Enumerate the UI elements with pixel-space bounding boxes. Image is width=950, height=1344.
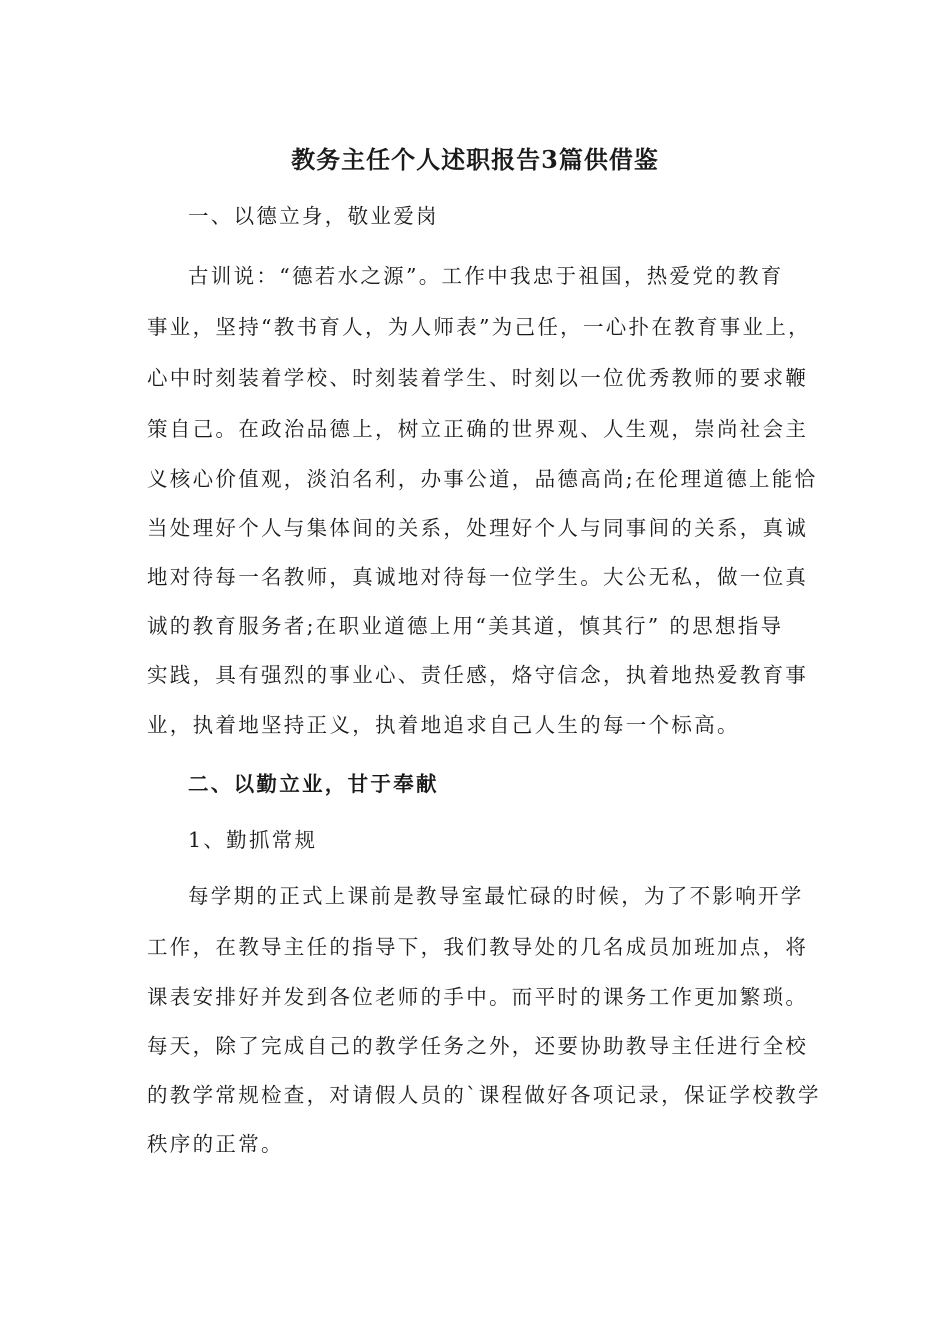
paragraph-1-line: 义核心价值观，淡泊名利，办事公道，品德高尚;在伦理道德上能恰: [147, 467, 818, 491]
paragraph-1-line: 地对待每一名教师，真诚地对待每一位学生。大公无私，做一位真: [147, 565, 809, 589]
paragraph-1-line: 诚的教育服务者;在职业道德上用“美其道，慎其行” 的思想指导: [147, 614, 784, 638]
paragraph-2-line: 的教学常规检查，对请假人员的`课程做好各项记录，保证学校教学: [147, 1083, 821, 1107]
paragraph-1-line: 当处理好个人与集体间的关系，处理好个人与同事间的关系，真诚: [147, 516, 809, 540]
paragraph-1-line: 古训说：“德若水之源”。工作中我忠于祖国，热爱党的教育: [188, 264, 784, 288]
paragraph-1-line: 事业，坚持“教书育人，为人师表”为己任，一心扑在教育事业上，: [147, 315, 811, 339]
paragraph-2-line: 每天，除了完成自己的教学任务之外，还要协助教导主任进行全校: [147, 1034, 809, 1058]
paragraph-1-line: 实践，具有强烈的事业心、责任感，烙守信念，执着地热爱教育事: [147, 663, 809, 687]
paragraph-1-line: 心中时刻装着学校、时刻装着学生、时刻以一位优秀教师的要求鞭: [147, 366, 809, 390]
paragraph-2-line: 课表安排好并发到各位老师的手中。而平时的课务工作更加繁琐。: [147, 985, 809, 1009]
paragraph-2-line: 秩序的正常。: [147, 1132, 284, 1156]
section-heading-2: 二、以勤立业，甘于奉献: [188, 772, 439, 796]
paragraph-1-line: 策自己。在政治品德上，树立正确的世界观、人生观，崇尚社会主: [147, 417, 809, 441]
paragraph-2-line: 每学期的正式上课前是教导室最忙碌的时候，为了不影响开学: [188, 884, 804, 908]
paragraph-1-line: 业，执着地坚持正义，执着地追求自己人生的每一个标高。: [147, 713, 740, 737]
paragraph-2-line: 工作，在教导主任的指导下，我们教导处的几名成员加班加点，将: [147, 935, 809, 959]
section-heading-1: 一、以德立身，敬业爱岗: [188, 204, 439, 228]
subsection-heading-1: 1、勤抓常规: [188, 828, 318, 852]
document-title: 教务主任个人述职报告3篇供借鉴: [291, 145, 659, 174]
